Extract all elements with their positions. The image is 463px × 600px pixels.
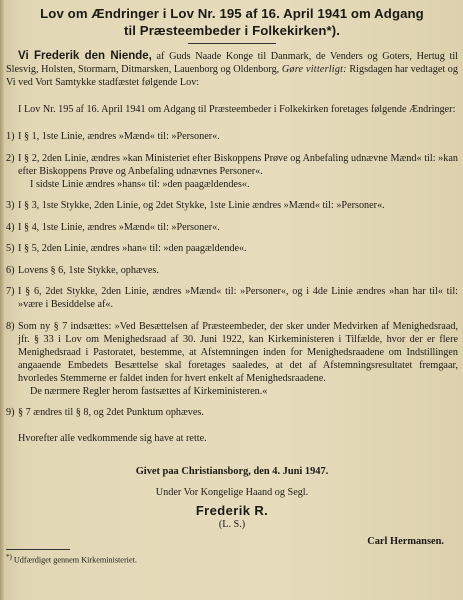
- item-number: 1): [6, 131, 15, 142]
- list-item: [6, 152, 458, 191]
- item-subtext: De nærmere Regler herom fastsættes af Kirkeministeren.«: [30, 385, 268, 397]
- list-item: [6, 242, 458, 255]
- item-number: 3): [6, 200, 15, 211]
- king-name: Vi Frederik den Niende,: [18, 50, 152, 62]
- item-number: 7): [6, 286, 15, 297]
- list-item: [6, 406, 458, 419]
- footnote-text: Udfærdiget gennem Kirkeministeriet.: [13, 555, 137, 565]
- title-divider: [188, 43, 276, 44]
- item-number: 6): [6, 264, 15, 276]
- footnote-mark: *): [6, 553, 12, 561]
- law-title: [6, 5, 458, 39]
- item-number: 2): [6, 152, 15, 164]
- item-number: 4): [6, 221, 15, 233]
- title-line-2: til Præsteembeder i Folkekirken*).: [124, 23, 340, 38]
- list-item: [6, 199, 458, 212]
- royal-hand-and-seal-line: Under Vor Kongelige Haand og Segl.: [155, 487, 309, 498]
- list-item: [6, 221, 458, 234]
- list-item: [6, 285, 458, 311]
- preamble: [6, 50, 458, 89]
- king-signature: Frederik R.: [195, 503, 269, 518]
- item-subtext: I sidste Linie ændres »hans« til: »den paagældendes«.: [30, 178, 250, 190]
- list-item: [6, 320, 458, 398]
- item-text: Som ny § 7 indsættes: »Ved Besættelsen af Præsteembeder, der sker under Medvirken af Menighedsraad, jfr. § 33 i Lov om Menighedsraad af 30. Juni 1922, kan Kirkeministeren i Tilfælde, hvor der er flere Menighedsraad i Pastoratet, bestemme, at Afstemningen inden for Menighedsraadene om Indstillingen angaaende Embedets Besættelse skal foretages saaledes, at det af Afstemningsresultatet fremgaar, hvorledes Stemmerne er faldet inden for hvert enkelt af Menighedsraadene.: [18, 320, 458, 384]
- footnote: [6, 552, 458, 566]
- item-body: [18, 320, 458, 398]
- closing-formula: Hvorefter alle vedkommende sig have at rette.: [18, 433, 207, 444]
- item-text: Lovens § 6, 1ste Stykke, ophæves.: [18, 264, 159, 276]
- item-text: I § 2, 2den Linie, ændres »kan Ministeriet efter Biskoppens Prøve og Anbefaling udnævne Mænd« til: »kan efter Biskoppens Prøve og Anbefaling udnævnes Personer«.: [18, 152, 458, 177]
- item-text: § 7 ændres til § 8, og 2det Punktum ophæves.: [18, 407, 204, 418]
- preamble-text: af Guds Naade Konge til Danmark, de Venders og Goters, Hertug til Slesvig, Holsten, Stormarn, Ditmarsken, Lauenborg og Oldenborg,: [6, 51, 459, 75]
- item-number: 9): [6, 407, 15, 418]
- item-number: 5): [6, 243, 15, 254]
- intro-paragraph: I Lov Nr. 195 af 16. April 1941 om Adgang til Præsteembeder i Folkekirken foretages følgende Ændringer:: [18, 104, 456, 115]
- preamble-gore-vitterligt: Gøre vitterligt:: [281, 64, 347, 75]
- preamble-text-2: Rigsdagen har vedtaget og Vi ved Vort Samtykke stadfæstet følgende Lov:: [6, 64, 458, 88]
- item-text: I § 4, 1ste Linie, ændres »Mænd« til: »Personer«.: [18, 221, 220, 233]
- footnote-divider: [6, 549, 70, 550]
- seal-mark: (L. S.): [218, 519, 246, 530]
- document-content: [6, 5, 458, 566]
- title-line-1: Lov om Ændringer i Lov Nr. 195 af 16. April 1941 om Adgang: [40, 6, 424, 21]
- item-text: I § 3, 1ste Stykke, 2den Linie, og 2det Stykke, 1ste Linie ændres »Mænd« til: »Personer«.: [18, 200, 385, 211]
- item-text: I § 1, 1ste Linie, ændres »Mænd« til: »Personer«.: [18, 131, 220, 142]
- item-text: I § 6, 2det Stykke, 2den Linie, ændres »Mænd« til: »Personer«, og i 4de Linie ændres »han har til« til: »være i Besiddelse af«.: [18, 286, 458, 310]
- minister-signature: Carl Hermansen.: [367, 536, 444, 547]
- item-body: [18, 152, 458, 191]
- amendment-list: [6, 130, 458, 419]
- item-number: 8): [6, 320, 15, 332]
- list-item: [6, 130, 458, 143]
- list-item: [6, 264, 458, 277]
- item-text: I § 5, 2den Linie, ændres »han« til: »den paagældende«.: [18, 243, 247, 254]
- page-gutter-shadow: [0, 0, 4, 600]
- given-date-line: Givet paa Christiansborg, den 4. Juni 1947.: [135, 466, 329, 477]
